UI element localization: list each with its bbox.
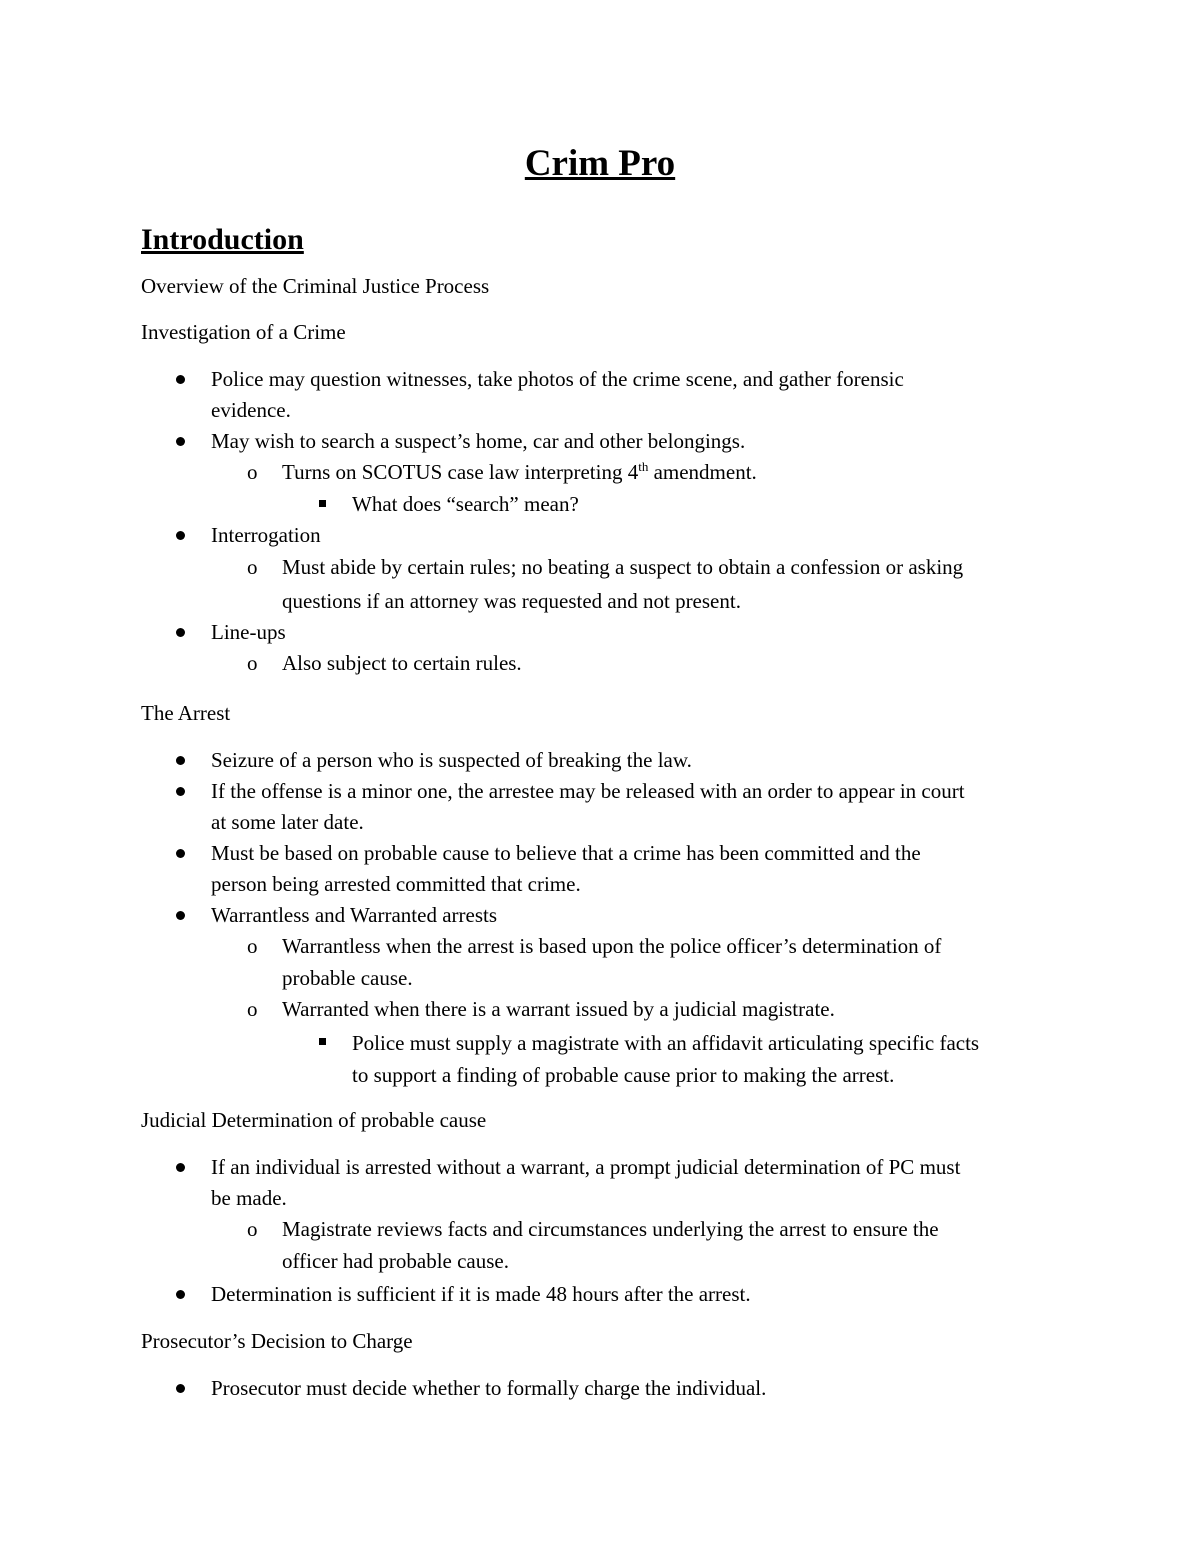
list-item-continuation: person being arrested committed that crime.	[211, 872, 581, 896]
circle-bullet-icon: o	[247, 997, 258, 1021]
page-title: Crim Pro	[524, 143, 676, 184]
sub-list-item: Turns on SCOTUS case law interpreting 4th amendment.	[282, 459, 757, 484]
sub-list-item-continuation: probable cause.	[282, 966, 413, 990]
list-item: Police may question witnesses, take photos of the crime scene, and gather forensic	[211, 367, 904, 391]
bullet-icon	[176, 628, 185, 637]
section-heading: Introduction	[141, 223, 304, 256]
list-item-continuation: at some later date.	[211, 810, 364, 834]
bullet-icon	[176, 911, 185, 920]
sub-list-item: Magistrate reviews facts and circumstances underlying the arrest to ensure the	[282, 1217, 939, 1241]
list-item: Line-ups	[211, 620, 286, 644]
circle-bullet-icon: o	[247, 651, 258, 675]
bullet-icon	[176, 375, 185, 384]
bullet-icon	[176, 531, 185, 540]
circle-bullet-icon: o	[247, 555, 258, 579]
sub-sub-list-item: What does “search” mean?	[352, 492, 579, 516]
circle-bullet-icon: o	[247, 1217, 258, 1241]
sub-list-item: Warrantless when the arrest is based upon the police officer’s determination of	[282, 934, 942, 958]
list-item-continuation: evidence.	[211, 398, 291, 422]
list-item: Prosecutor must decide whether to formally charge the individual.	[211, 1376, 767, 1400]
list-item: Must be based on probable cause to believe that a crime has been committed and the	[211, 841, 921, 865]
bullet-icon	[176, 787, 185, 796]
bullet-icon	[176, 1163, 185, 1172]
sub-sub-list-item-continuation: to support a finding of probable cause prior to making the arrest.	[352, 1063, 895, 1087]
list-item: If the offense is a minor one, the arrestee may be released with an order to appear in court	[211, 779, 965, 803]
list-item: Warrantless and Warranted arrests	[211, 903, 498, 927]
sub-list-item: Also subject to certain rules.	[282, 651, 522, 675]
circle-bullet-icon: o	[247, 934, 258, 958]
bullet-icon	[176, 437, 185, 446]
list-item: May wish to search a suspect’s home, car and other belongings.	[211, 429, 746, 453]
sub-list-item-continuation: officer had probable cause.	[282, 1249, 510, 1273]
sub-sub-list-item: Police must supply a magistrate with an affidavit articulating specific facts	[352, 1031, 980, 1055]
overview-line: Overview of the Criminal Justice Process	[141, 274, 490, 298]
bullet-icon	[176, 756, 185, 765]
list-item-continuation: be made.	[211, 1186, 287, 1210]
square-bullet-icon	[319, 1038, 326, 1045]
list-item: If an individual is arrested without a warrant, a prompt judicial determination of PC must	[211, 1155, 961, 1179]
circle-bullet-icon: o	[247, 460, 258, 484]
sub-list-item: Must abide by certain rules; no beating a suspect to obtain a confession or asking	[282, 555, 964, 579]
judicial-title: Judicial Determination of probable cause	[141, 1108, 487, 1132]
square-bullet-icon	[319, 500, 326, 507]
prosecutor-title: Prosecutor’s Decision to Charge	[141, 1329, 413, 1353]
bullet-icon	[176, 849, 185, 858]
sub-list-item: Warranted when there is a warrant issued by a judicial magistrate.	[282, 997, 835, 1021]
list-item: Determination is sufficient if it is made 48 hours after the arrest.	[211, 1282, 751, 1306]
list-item: Seizure of a person who is suspected of breaking the law.	[211, 748, 692, 772]
bullet-icon	[176, 1384, 185, 1393]
arrest-title: The Arrest	[141, 701, 231, 725]
sub-list-item-continuation: questions if an attorney was requested and not present.	[282, 589, 741, 613]
investigation-title: Investigation of a Crime	[141, 320, 346, 344]
list-item: Interrogation	[211, 523, 321, 547]
bullet-icon	[176, 1290, 185, 1299]
